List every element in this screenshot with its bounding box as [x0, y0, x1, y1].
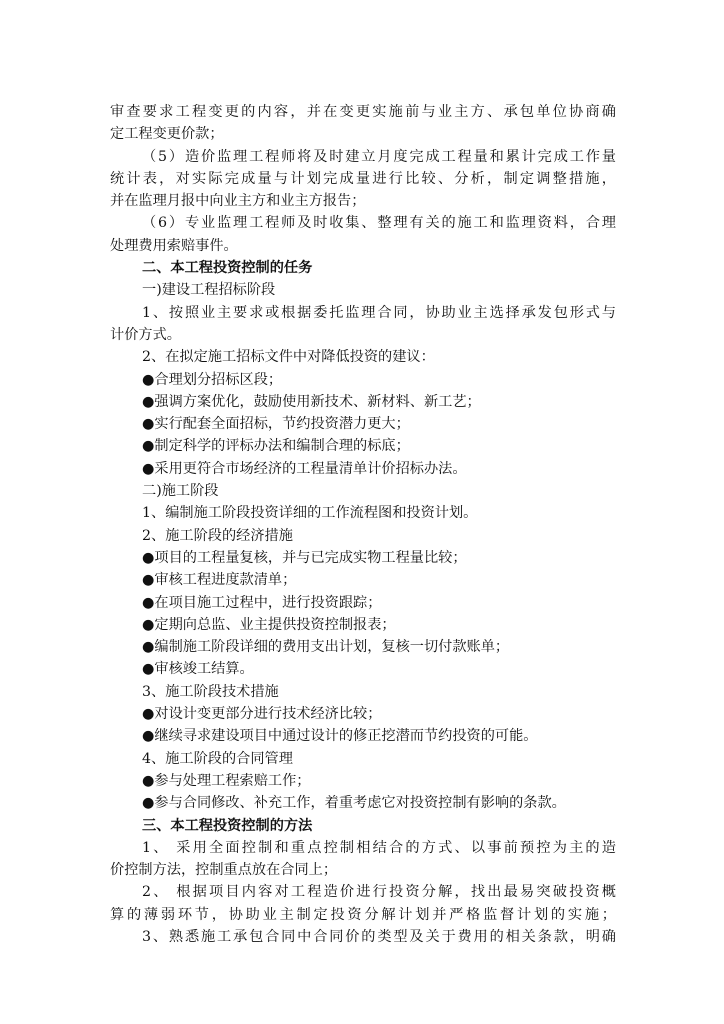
bullet-item: ●审核竣工结算。: [142, 661, 254, 678]
text-line: 计价方式。: [110, 326, 181, 343]
section-heading: 三、本工程投资控制的方法: [142, 817, 313, 834]
text-line: 2、施工阶段的经济措施: [142, 527, 293, 544]
bullet-item: ●项目的工程量复核，并与已完成实物工程量比较；: [142, 549, 467, 566]
text-line: 1、 采用全面控制和重点控制相结合的方式、以事前预控为主的造: [142, 839, 616, 856]
text-line: 定工程变更价款；: [110, 126, 224, 143]
text-line: 并在监理月报中向业主方和业主方报告；: [110, 193, 366, 210]
bullet-item: ●继续寻求建设项目中通过设计的修正挖潜而节约投资的可能。: [142, 728, 538, 745]
text-line: 2、在拟定施工招标文件中对降低投资的建议：: [142, 349, 435, 366]
bullet-item: ●参与合同修改、补充工作，着重考虑它对投资控制有影响的条款。: [142, 795, 566, 812]
text-line: 算的薄弱环节，协助业主制定投资分解计划并严格监督计划的实施；: [110, 906, 616, 923]
text-line: 2、 根据项目内容对工程造价进行投资分解，找出最易突破投资概: [142, 884, 616, 901]
text-line: 1、编制施工阶段投资详细的工作流程图和投资计划。: [142, 505, 478, 522]
bullet-item: ●实行配套全面招标，节约投资潜力更大；: [142, 416, 410, 433]
text-line: 处理费用索赔事件。: [110, 237, 238, 254]
bullet-item: ●合理划分招标区段；: [142, 371, 283, 388]
document-page: [110, 101, 616, 948]
bullet-item: ●在项目施工过程中，进行投资跟踪；: [142, 594, 382, 611]
text-line: 审查要求工程变更的内容，并在变更实施前与业主方、承包单位协商确: [110, 104, 616, 120]
text-line: 价控制方法，控制重点放在合同上；: [110, 862, 338, 879]
text-line: 3、施工阶段技术措施: [142, 683, 279, 700]
text-line: （6）专业监理工程师及时收集、整理有关的施工和监理资料，合理: [142, 215, 616, 232]
bullet-item: ●审核工程进度款清单；: [142, 572, 297, 589]
subsection-heading: 二)施工阶段: [142, 483, 219, 500]
bullet-item: ●对设计变更部分进行技术经济比较；: [142, 706, 382, 723]
text-line: 统计表，对实际完成量与计划完成量进行比较、分析，制定调整措施，: [110, 170, 616, 187]
bullet-item: ●采用更符合市场经济的工程量清单计价招标办法。: [142, 460, 467, 477]
text-line: 4、施工阶段的合同管理: [142, 750, 293, 767]
bullet-item: ●定期向总监、业主提供投资控制报表；: [142, 616, 396, 633]
text-line: 3、熟悉施工承包合同中合同价的类型及关于费用的相关条款，明确: [142, 928, 616, 945]
text-line: 1、按照业主要求或根据委托监理合同，协助业主选择承发包形式与: [142, 304, 616, 321]
bullet-item: ●编制施工阶段详细的费用支出计划，复核一切付款账单；: [142, 639, 510, 656]
section-heading: 二、本工程投资控制的任务: [142, 260, 313, 277]
bullet-item: ●参与处理工程索赔工作；: [142, 772, 311, 789]
text-line: （5）造价监理工程师将及时建立月度完成工程量和累计完成工作量: [142, 148, 616, 165]
subsection-heading: 一)建设工程招标阶段: [142, 282, 276, 299]
bullet-item: ●强调方案优化，鼓励使用新技术、新材料、新工艺；: [142, 393, 481, 410]
bullet-item: ●制定科学的评标办法和编制合理的标底；: [142, 438, 410, 455]
